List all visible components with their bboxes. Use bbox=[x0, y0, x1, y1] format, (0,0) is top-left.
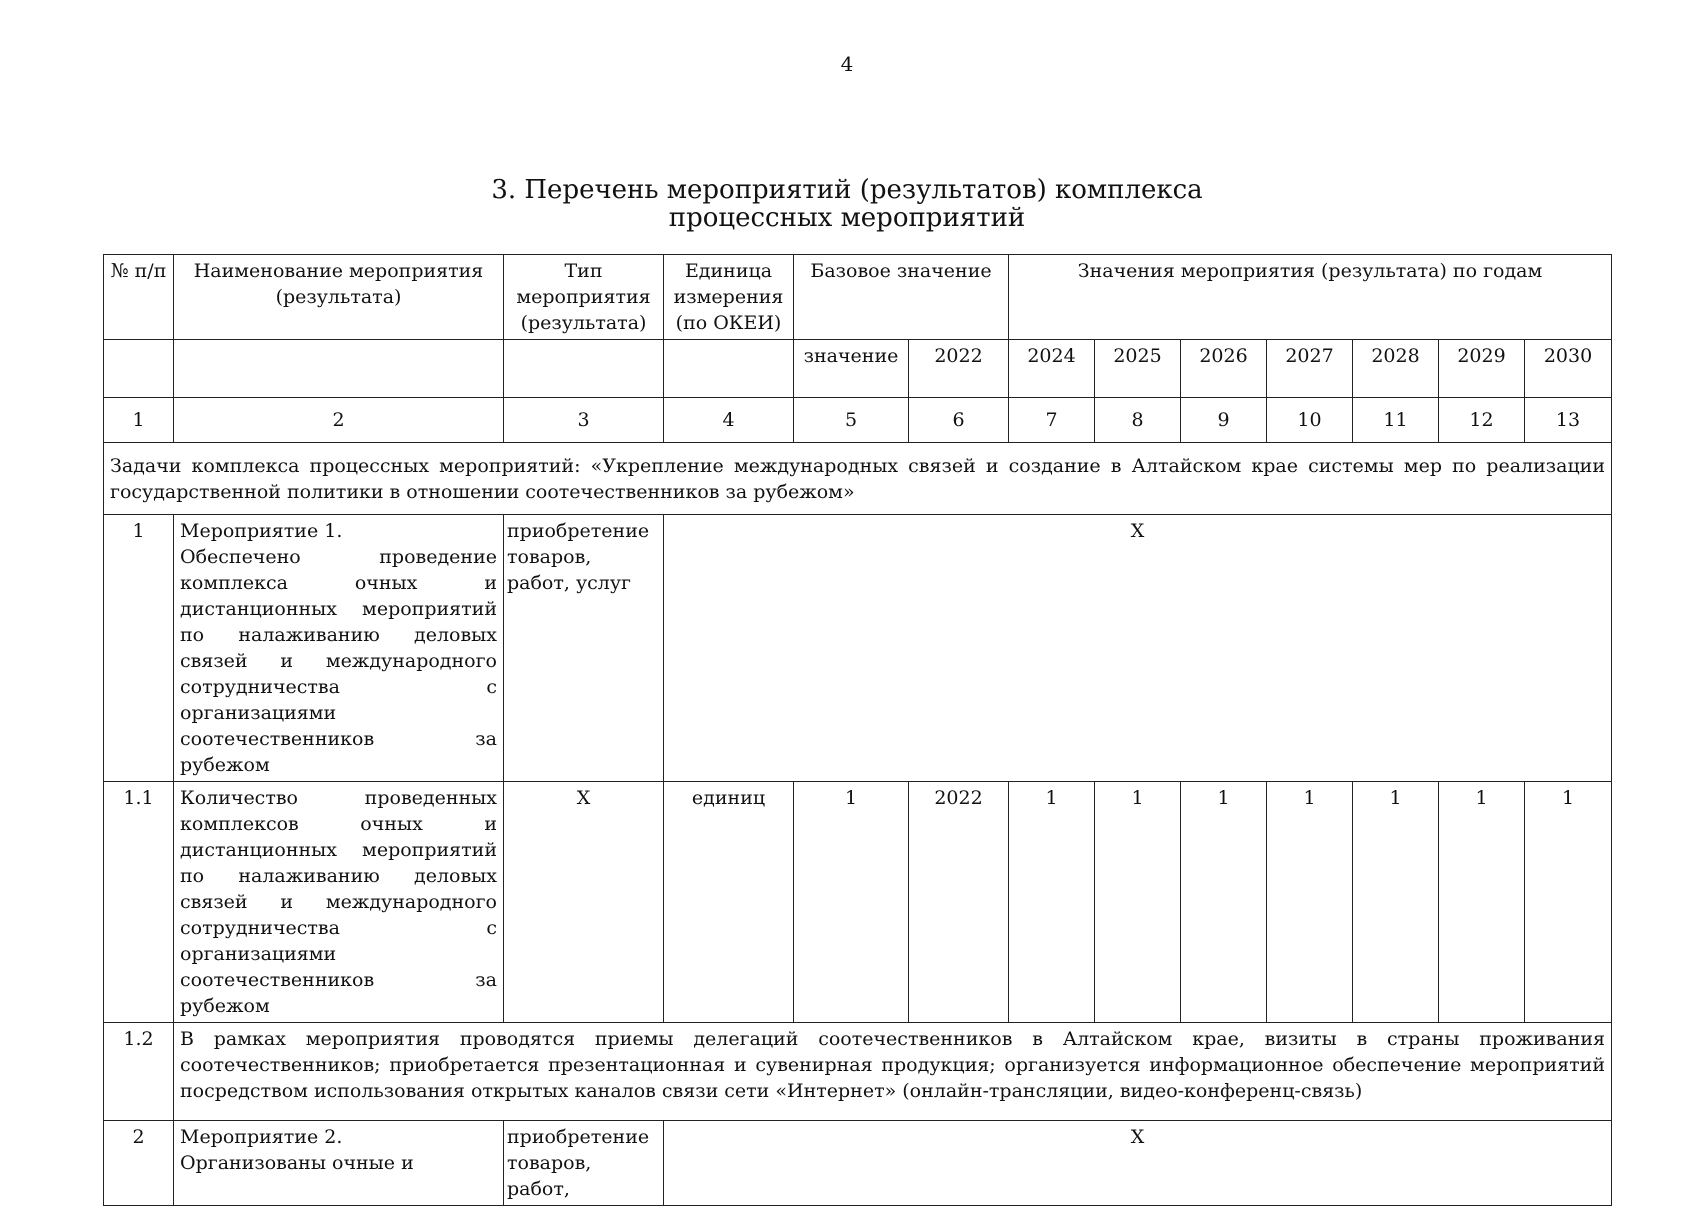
column-number-row bbox=[104, 398, 1612, 443]
header-empty-3 bbox=[504, 340, 664, 398]
header-name: Наименование мероприятия (результата) bbox=[174, 255, 504, 340]
table-row bbox=[104, 1121, 1612, 1206]
task-text: Задачи комплекса процессных мероприятий: «Укрепление международных связей и создание в Алтайском крае системы мер по реализации государственной политики в отношении соотечественников за рубежом» bbox=[104, 443, 1612, 515]
row-value: 1 bbox=[1353, 782, 1439, 1023]
row-value: 1 bbox=[1009, 782, 1095, 1023]
table-row bbox=[104, 515, 1612, 782]
column-number: 13 bbox=[1525, 398, 1612, 443]
page-number: 4 bbox=[840, 52, 854, 76]
row-type: X bbox=[504, 782, 664, 1023]
row-type: приобретение товаров, работ, услуг bbox=[504, 515, 664, 782]
table-row bbox=[104, 1023, 1612, 1121]
column-number: 9 bbox=[1181, 398, 1267, 443]
row-value: 1 bbox=[1525, 782, 1612, 1023]
task-row bbox=[104, 443, 1612, 515]
header-base-value: значение bbox=[794, 340, 909, 398]
header-year: 2030 bbox=[1525, 340, 1612, 398]
row-base-year: 2022 bbox=[909, 782, 1009, 1023]
header-empty-1 bbox=[104, 340, 174, 398]
header-year: 2028 bbox=[1353, 340, 1439, 398]
header-year: 2024 bbox=[1009, 340, 1095, 398]
column-number: 10 bbox=[1267, 398, 1353, 443]
row-num: 1.1 bbox=[104, 782, 174, 1023]
row-type: приобретение товаров, работ, bbox=[504, 1121, 664, 1206]
row-num: 1 bbox=[104, 515, 174, 782]
section-title bbox=[0, 176, 1694, 232]
row-name: Количество проведенных комплексов очных и дистанционных мероприятий по налаживанию деловых связей и международного сотрудничества с организациями соотечественников за рубежом bbox=[174, 782, 504, 1023]
row-x: X bbox=[664, 515, 1612, 782]
header-year: 2027 bbox=[1267, 340, 1353, 398]
header-row-1 bbox=[104, 255, 1612, 340]
row-value: 1 bbox=[1181, 782, 1267, 1023]
header-num: № п/п bbox=[104, 255, 174, 340]
row-title: Мероприятие 1. bbox=[180, 520, 343, 542]
column-number: 4 bbox=[664, 398, 794, 443]
row-title: Мероприятие 2. bbox=[180, 1126, 343, 1148]
header-year: 2026 bbox=[1181, 340, 1267, 398]
header-empty-4 bbox=[664, 340, 794, 398]
row-x: X bbox=[664, 1121, 1612, 1206]
activities-table bbox=[103, 254, 1612, 1206]
column-number: 6 bbox=[909, 398, 1009, 443]
header-type: Тип мероприятия (результата) bbox=[504, 255, 664, 340]
row-value: 1 bbox=[1267, 782, 1353, 1023]
column-number: 12 bbox=[1439, 398, 1525, 443]
header-base: Базовое значение bbox=[794, 255, 1009, 340]
column-number: 8 bbox=[1095, 398, 1181, 443]
column-number: 3 bbox=[504, 398, 664, 443]
header-unit: Единица измерения (по ОКЕИ) bbox=[664, 255, 794, 340]
column-number: 7 bbox=[1009, 398, 1095, 443]
row-desc: Обеспечено проведение комплекса очных и дистанционных мероприятий по налаживанию деловых связей и международного сотрудничества с организациями соотечественников за рубежом bbox=[180, 546, 497, 776]
header-base-year: 2022 bbox=[909, 340, 1009, 398]
header-years: Значения мероприятия (результата) по годам bbox=[1009, 255, 1612, 340]
row-value: 1 bbox=[1439, 782, 1525, 1023]
row-unit: единиц bbox=[664, 782, 794, 1023]
row-text: В рамках мероприятия проводятся приемы делегаций соотечественников в Алтайском крае, визиты в страны проживания соотечественников; приобретается презентационная и сувенирная продукция; организуется информационное обеспечение мероприятий посредством использования открытых каналов связи сети «Интернет» (онлайн-трансляции, видео-конференц-связь) bbox=[174, 1023, 1612, 1121]
table-row bbox=[104, 782, 1612, 1023]
header-row-2 bbox=[104, 340, 1612, 398]
row-num: 1.2 bbox=[104, 1023, 174, 1121]
row-desc: Организованы очные и bbox=[180, 1152, 414, 1174]
column-number: 11 bbox=[1353, 398, 1439, 443]
column-number: 2 bbox=[174, 398, 504, 443]
header-year: 2029 bbox=[1439, 340, 1525, 398]
header-empty-2 bbox=[174, 340, 504, 398]
header-year: 2025 bbox=[1095, 340, 1181, 398]
column-number: 1 bbox=[104, 398, 174, 443]
row-name bbox=[174, 515, 504, 782]
row-base-value: 1 bbox=[794, 782, 909, 1023]
row-name bbox=[174, 1121, 504, 1206]
row-num: 2 bbox=[104, 1121, 174, 1206]
row-value: 1 bbox=[1095, 782, 1181, 1023]
section-title-line-1: 3. Перечень мероприятий (результатов) комплекса bbox=[491, 175, 1203, 205]
column-number: 5 bbox=[794, 398, 909, 443]
section-title-line-2: процессных мероприятий bbox=[668, 203, 1026, 233]
